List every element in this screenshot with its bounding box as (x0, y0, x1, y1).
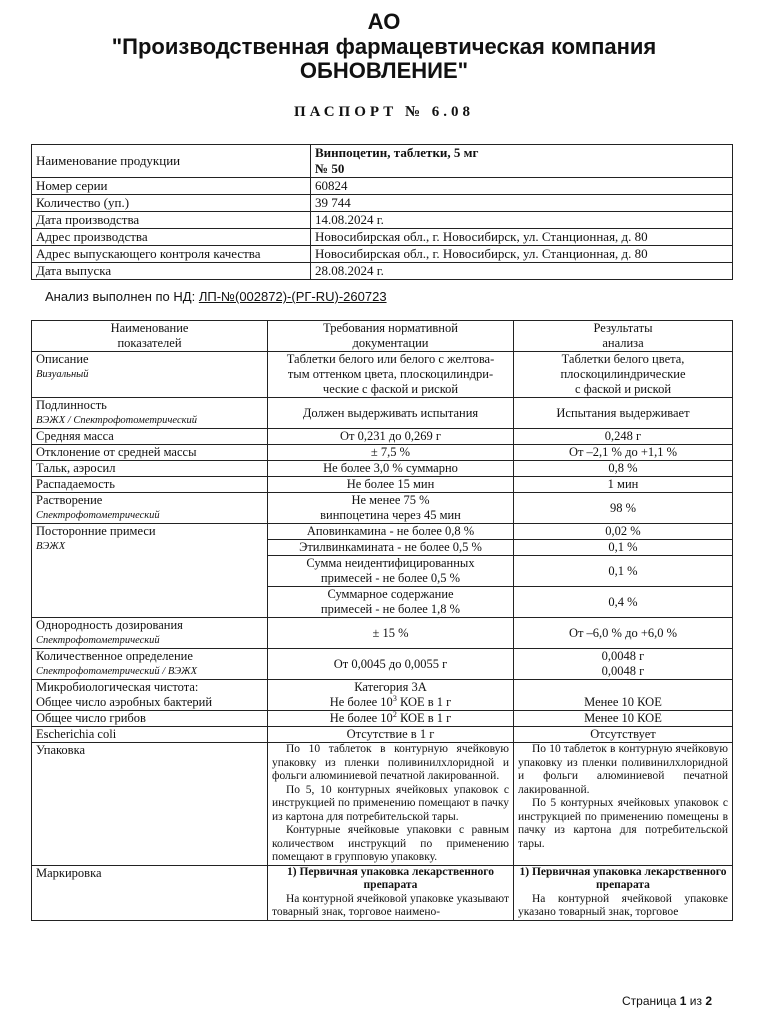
header-text: документации (352, 336, 429, 350)
label-cell (32, 524, 268, 618)
header-text: Наименование (110, 321, 189, 335)
requirement-cell: Этилвинкамината - не более 0,5 % (268, 540, 514, 556)
req-text: Не более 10 (329, 711, 393, 725)
label-cell: Номер серии (32, 178, 311, 195)
value-cell: 14.08.2024 г. (311, 212, 733, 229)
table-row (32, 178, 733, 195)
page-indicator (622, 994, 712, 1008)
req-line: Таблетки белого или белого с желтова- (286, 352, 495, 366)
requirement-cell (268, 711, 514, 727)
result-cell: Отсутствует (514, 727, 733, 743)
req-line: Не менее 75 % (351, 493, 430, 507)
result-cell: От –6,0 % до +6,0 % (514, 618, 733, 649)
req-paragraph: По 10 таблеток в контурную ячейковую упаковку из пленки поливинилхлоридной и фольги алюминиевой печатной лакированной. (272, 743, 509, 782)
req-heading: 1) Первичная упаковка лекарственного препарата (287, 865, 494, 891)
table-row (32, 727, 733, 743)
row-name: Однородность дозирования (36, 618, 183, 632)
analysis-prefix: Анализ выполнен по НД: (45, 289, 196, 304)
requirement-cell: ± 15 % (268, 618, 514, 649)
result-cell: Испытания выдерживает (514, 398, 733, 429)
row-name: Посторонние примеси (36, 524, 156, 538)
req-line: винпоцетина через 45 мин (320, 508, 461, 522)
table-row (32, 618, 733, 649)
label-cell: Адрес производства (32, 229, 311, 246)
row-method: Визуальный (36, 369, 89, 380)
result-cell: 0,1 % (514, 556, 733, 587)
company-type: АО (367, 9, 401, 34)
product-pack: № 50 (315, 161, 345, 176)
result-cell (514, 743, 733, 866)
header-cell (32, 321, 268, 352)
page-of: из (689, 994, 702, 1008)
label-cell (32, 649, 268, 680)
label-cell (32, 618, 268, 649)
row-name: Описание (36, 352, 89, 366)
current-page: 1 (679, 994, 687, 1008)
nd-reference: ЛП-№(002872)-(РГ-RU)-260723 (198, 289, 387, 304)
label-cell (32, 493, 268, 524)
res-paragraph: По 10 таблеток в контурную ячейковую упаковку из пленки поливинилхлоридной и фольги алюминиевой печатной лакированной. (518, 743, 728, 796)
requirement-cell (268, 743, 514, 866)
company-name-line1: "Производственная фармацевтическая компания (111, 34, 657, 59)
res-line: 0,0048 г (601, 649, 645, 663)
row-method: Спектрофотометрический (36, 510, 160, 521)
requirement-cell (268, 352, 514, 398)
req-text: Не более 10 (329, 695, 393, 709)
result-cell: Менее 10 КОЕ (514, 680, 733, 711)
value-cell (311, 145, 733, 178)
header-text: показателей (117, 336, 182, 350)
table-row (32, 649, 733, 680)
header-text: Требования нормативной (323, 321, 458, 335)
requirement-cell: Не более 15 мин (268, 477, 514, 493)
page-label: Страница (621, 994, 677, 1008)
table-row (32, 477, 733, 493)
result-cell: 0,02 % (514, 524, 733, 540)
requirement-cell (268, 556, 514, 587)
req-line: Категория 3А (354, 680, 427, 694)
result-cell: 0,8 % (514, 461, 733, 477)
result-cell: 1 мин (514, 477, 733, 493)
value-cell: 60824 (311, 178, 733, 195)
result-cell (514, 649, 733, 680)
requirement-cell: От 0,231 до 0,269 г (268, 429, 514, 445)
result-cell: 98 % (514, 493, 733, 524)
header-text: Результаты (593, 321, 653, 335)
passport-title: ПАСПОРТ № 6.08 (293, 104, 475, 120)
quality-results-table (31, 320, 733, 921)
res-line: с фаской и риской (574, 382, 672, 396)
requirement-cell (268, 493, 514, 524)
result-cell: 0,1 % (514, 540, 733, 556)
req-text: КОЕ в 1 г (396, 695, 452, 709)
header-cell (268, 321, 514, 352)
table-row (32, 711, 733, 727)
row-method: Спектрофотометрический / ВЭЖХ (36, 666, 198, 677)
table-row (32, 195, 733, 212)
total-pages: 2 (705, 994, 712, 1008)
req-paragraph: По 5, 10 контурных ячейковых упаковок с инструкцией по применению помещают в пачку из картона для потребительской тары. (272, 783, 509, 823)
company-name-line2: ОБНОВЛЕНИЕ" (299, 58, 469, 83)
table-row (32, 352, 733, 398)
value-cell: 39 744 (311, 195, 733, 212)
row-name: Подлинность (36, 398, 107, 412)
table-row (32, 246, 733, 263)
analysis-nd-line (45, 289, 387, 304)
product-info-table (31, 144, 733, 280)
row-method: Спектрофотометрический (36, 635, 160, 646)
requirement-cell: ± 7,5 % (268, 445, 514, 461)
table-row (32, 212, 733, 229)
label-cell: Тальк, аэросил (32, 461, 268, 477)
req-paragraph: Контурные ячейковые упаковки с равным количеством инструкций по применению помещают в групповую упаковку. (272, 824, 509, 863)
label-cell: Дата производства (32, 212, 311, 229)
req-line: ческие с фаской и риской (322, 382, 459, 396)
label-cell: Escherichia coli (32, 727, 268, 743)
result-cell (514, 352, 733, 398)
result-cell: 0,4 % (514, 587, 733, 618)
label-cell: Отклонение от средней массы (32, 445, 268, 461)
table-row (32, 743, 733, 866)
row-method: ВЭЖХ (36, 541, 66, 552)
product-name: Винпоцетин, таблетки, 5 мг (315, 145, 479, 160)
label-cell: Маркировка (32, 865, 268, 920)
label-cell: Упаковка (32, 743, 268, 866)
table-header-row (32, 321, 733, 352)
table-row (32, 398, 733, 429)
res-line: 0,0048 г (601, 664, 645, 678)
req-line: Суммарное содержание (327, 587, 454, 601)
label-cell: Адрес выпускающего контроля качества (32, 246, 311, 263)
row-name: Количественное определение (36, 649, 193, 663)
result-cell: От –2,1 % до +1,1 % (514, 445, 733, 461)
requirement-cell (268, 680, 514, 711)
requirement-cell (268, 587, 514, 618)
exponent: 2 (392, 709, 397, 719)
value-cell: Новосибирская обл., г. Новосибирск, ул. Станционная, д. 80 (311, 229, 733, 246)
table-row (32, 445, 733, 461)
label-cell: Распадаемость (32, 477, 268, 493)
label-cell: Средняя масса (32, 429, 268, 445)
table-row (32, 524, 733, 540)
label-cell: Общее число грибов (32, 711, 268, 727)
label-cell: Дата выпуска (32, 263, 311, 280)
table-row (32, 145, 733, 178)
req-text: КОЕ в 1 г (396, 711, 452, 725)
table-row (32, 229, 733, 246)
requirement-cell: Должен выдерживать испытания (268, 398, 514, 429)
label-cell (32, 352, 268, 398)
row-name: Общее число аэробных бактерий (36, 695, 213, 709)
res-paragraph: По 5 контурных ячейковых упаковок с инструкцией по применению помещены в пачку из картона для потребительской тары. (518, 797, 728, 850)
requirement-cell: Отсутствие в 1 г (268, 727, 514, 743)
req-line: тым оттенком цвета, плоскоцилиндри- (287, 367, 494, 381)
res-paragraph: На контурной ячейковой упаковке указано товарный знак, торговое (518, 892, 728, 918)
row-method: ВЭЖХ / Спектрофотометрический (36, 415, 198, 426)
result-cell (514, 865, 733, 920)
requirement-cell: Аповинкамина - не более 0,8 % (268, 524, 514, 540)
res-line: плоскоцилиндрические (560, 367, 686, 381)
requirement-cell (268, 865, 514, 920)
table-row (32, 461, 733, 477)
result-cell: 0,248 г (514, 429, 733, 445)
table-row (32, 493, 733, 524)
row-name: Растворение (36, 493, 103, 507)
header-text: анализа (602, 336, 644, 350)
value-cell: Новосибирская обл., г. Новосибирск, ул. Станционная, д. 80 (311, 246, 733, 263)
result-cell: Менее 10 КОЕ (514, 711, 733, 727)
req-line (272, 695, 509, 710)
row-name: Микробиологическая чистота: (36, 680, 199, 694)
label-cell (32, 398, 268, 429)
req-paragraph: На контурной ячейковой упаковке указывают товарный знак, торговое наимено- (272, 892, 509, 918)
table-row (32, 865, 733, 920)
table-row (32, 680, 733, 711)
exponent: 3 (392, 693, 397, 703)
res-heading: 1) Первичная упаковка лекарственного препарата (519, 865, 727, 891)
requirement-cell: От 0,0045 до 0,0055 г (268, 649, 514, 680)
label-cell: Наименование продукции (32, 145, 311, 178)
req-line: примесей - не более 0,5 % (320, 571, 461, 585)
res-line: Таблетки белого цвета, (561, 352, 685, 366)
table-row (32, 263, 733, 280)
req-line: примесей - не более 1,8 % (320, 602, 461, 616)
header-cell (514, 321, 733, 352)
table-row (32, 429, 733, 445)
req-line: Сумма неидентифицированных (306, 556, 475, 570)
label-cell (32, 680, 268, 711)
requirement-cell: Не более 3,0 % суммарно (268, 461, 514, 477)
value-cell: 28.08.2024 г. (311, 263, 733, 280)
label-cell: Количество (уп.) (32, 195, 311, 212)
